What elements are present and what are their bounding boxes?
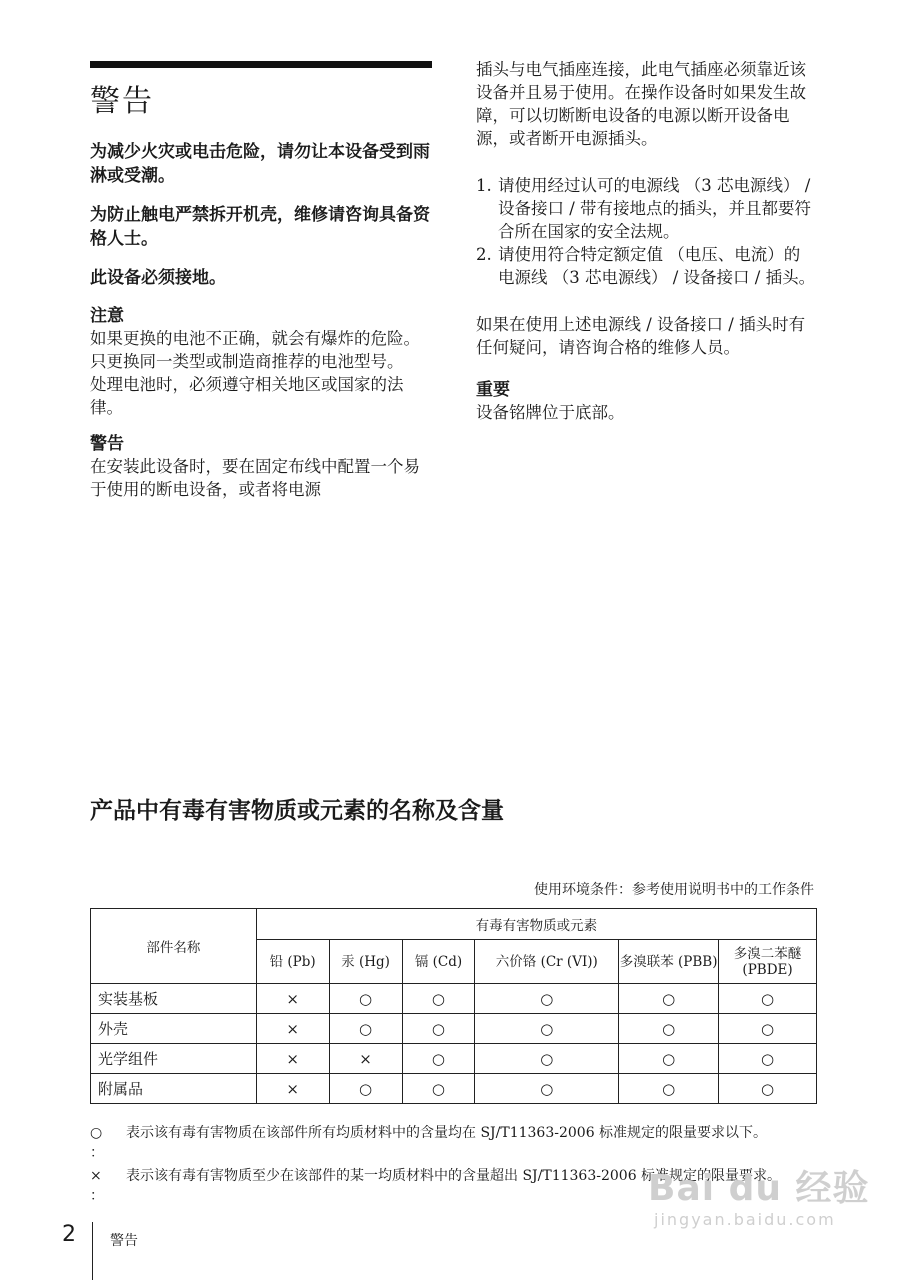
mark-cell: ○ [619, 1014, 719, 1044]
mark-cell: ○ [619, 1074, 719, 1104]
page-title: 警告 [90, 84, 154, 119]
mark-cell: ○ [402, 984, 475, 1014]
mark-cell: ○ [619, 984, 719, 1014]
important-text: 设备铭牌位于底部。 [476, 403, 625, 422]
mark-cell: ○ [402, 1014, 475, 1044]
warning-heading: 警告 [90, 434, 124, 454]
environment-note: 使用环境条件：参考使用说明书中的工作条件 [534, 882, 814, 898]
rohs-title: 产品中有毒有害物质或元素的名称及含量 [90, 798, 504, 824]
mark-cell: × [256, 1044, 329, 1074]
mark-cell: ○ [475, 984, 619, 1014]
mark-cell: × [256, 984, 329, 1014]
mark-cell: × [256, 1074, 329, 1104]
table-row [91, 1014, 817, 1044]
mark-cell: ○ [719, 984, 817, 1014]
mark-cell: × [256, 1014, 329, 1044]
caution-line: 只更换同一类型或制造商推荐的电池型号。 [90, 352, 404, 371]
mark-cell: ○ [719, 1014, 817, 1044]
legend-symbol: × ： [90, 1168, 104, 1204]
list-text: 请使用经过认可的电源线 （3 芯电源线） / 设备接口 / 带有接地点的插头，并且都要符合所在国家的安全法规。 [498, 176, 812, 241]
header-element: 镉 (Cd) [402, 940, 475, 984]
important-heading: 重要 [476, 380, 510, 400]
part-cell: 附属品 [91, 1074, 257, 1104]
mark-cell: ○ [475, 1074, 619, 1104]
bold-paragraph: 为防止触电严禁拆开机壳，维修请咨询具备资格人士。 [90, 205, 430, 249]
mark-cell: × [329, 1044, 402, 1074]
right-column [476, 58, 816, 424]
mark-cell: ○ [475, 1044, 619, 1074]
list-item [476, 243, 816, 289]
mark-cell: ○ [619, 1044, 719, 1074]
legend-text: 表示该有毒有害物质在该部件所有均质材料中的含量均在 SJ/T11363-2006 标准规定的限量要求以下。 [126, 1125, 768, 1141]
footer-divider [92, 1222, 93, 1280]
page-number: 2 [62, 1222, 76, 1247]
header-element: 汞 (Hg) [329, 940, 402, 984]
title-rule [90, 61, 432, 68]
legend-note-circle [90, 1123, 820, 1161]
left-column [90, 140, 430, 501]
baidu-watermark [640, 1160, 880, 1240]
caution-line: 如果更换的电池不正确，就会有爆炸的危险。 [90, 329, 420, 348]
header-element: 铅 (Pb) [256, 940, 329, 984]
caution-heading: 注意 [90, 306, 124, 326]
mark-cell: ○ [329, 984, 402, 1014]
mark-cell: ○ [475, 1014, 619, 1044]
part-cell: 实装基板 [91, 984, 257, 1014]
warning-continuation: 插头与电气插座连接，此电气插座必须靠近该设备并且易于使用。在操作设备时如果发生故障，可以切断断电设备的电源以断开设备电源，或者断开电源插头。 [476, 60, 806, 148]
header-element: 六价铬 (Cr (VI)) [475, 940, 619, 984]
part-cell: 外壳 [91, 1014, 257, 1044]
inquiry-text: 如果在使用上述电源线 / 设备接口 / 插头时有任何疑问，请咨询合格的维修人员。 [476, 315, 806, 357]
header-element: 多溴二苯醚 (PBDE) [719, 940, 817, 984]
mark-cell: ○ [719, 1044, 817, 1074]
header-substance-group: 有毒有害物质或元素 [256, 909, 816, 940]
list-number: 2. [476, 245, 492, 264]
watermark-url: jingyan.baidu.com [654, 1210, 836, 1229]
list-item [476, 174, 816, 243]
caution-line: 处理电池时，必须遵守相关地区或国家的法律。 [90, 375, 404, 417]
list-number: 1. [476, 176, 492, 195]
watermark-logo: Bai du 经验 [648, 1168, 870, 1209]
list-text: 请使用符合特定额定值 （电压、电流）的电源线 （3 芯电源线） / 设备接口 / 插头。 [498, 245, 816, 287]
power-cord-list [476, 174, 816, 289]
mark-cell: ○ [402, 1074, 475, 1104]
table-row [91, 984, 817, 1014]
header-element: 多溴联苯 (PBB) [619, 940, 719, 984]
header-part-name: 部件名称 [91, 909, 257, 984]
bold-paragraph: 此设备必须接地。 [90, 268, 226, 288]
legend-text: 表示该有毒有害物质至少在该部件的某一均质材料中的含量超出 SJ/T11363-2006 标准规定的限量要求。 [126, 1168, 782, 1184]
mark-cell: ○ [402, 1044, 475, 1074]
mark-cell: ○ [329, 1074, 402, 1104]
footer-section-label: 警告 [110, 1233, 138, 1249]
hazardous-substance-table [90, 908, 817, 1104]
table-row [91, 1074, 817, 1104]
legend-symbol: ○ ： [90, 1125, 104, 1161]
part-cell: 光学组件 [91, 1044, 257, 1074]
bold-paragraph: 为减少火灾或电击危险，请勿让本设备受到雨淋或受潮。 [90, 142, 430, 186]
mark-cell: ○ [719, 1074, 817, 1104]
warning-text: 在安装此设备时，要在固定布线中配置一个易于使用的断电设备，或者将电源 [90, 457, 420, 499]
mark-cell: ○ [329, 1014, 402, 1044]
table-row [91, 1044, 817, 1074]
